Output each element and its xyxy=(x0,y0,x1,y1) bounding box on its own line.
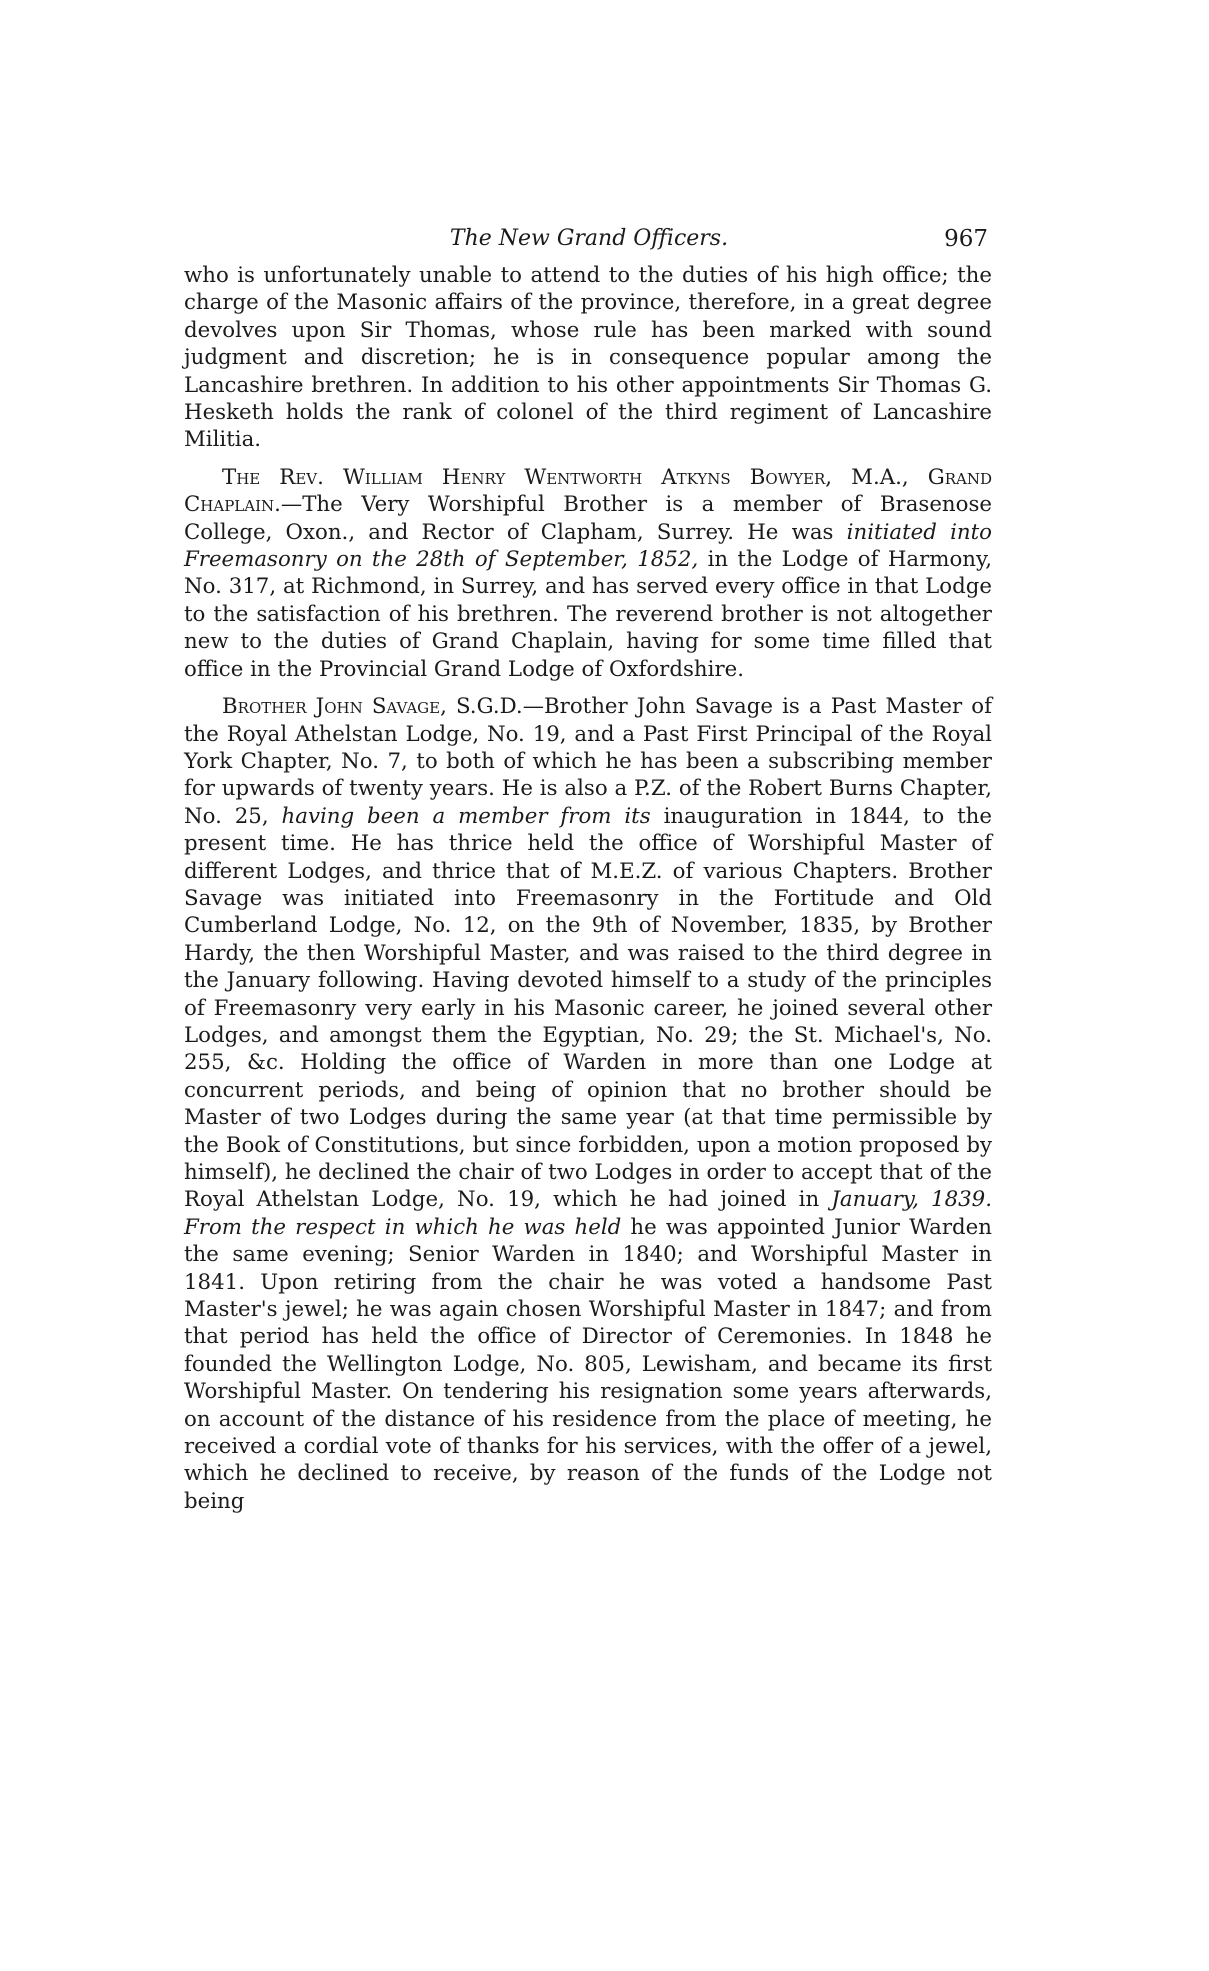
paragraph-savage xyxy=(184,693,992,1515)
paragraph-text: in the Lodge of Harmony, No. 317, at Richmond, in Surrey, and has served every office in that Lodge to the satisfaction of his brethren. The reverend brother is not altogether new to the duties of Grand Chaplain, having for some time filled that office in the Provincial Grand Lodge of Oxfordshire. xyxy=(184,547,992,682)
italic-text: initiated into Freemasonry on the 28th of September, 1852, xyxy=(184,519,992,573)
entry-heading: Brother John Savage, S.G.D. xyxy=(222,694,523,720)
italic-text: January, 1839. From the respect in which he was held xyxy=(184,1187,992,1240)
paragraph-text: —Brother John Savage is a Past Master of the Royal Athelstan Lodge, No. 19, and a Past First Principal of the Royal York Chapter, No. 7, to both of which he has been a subscribing member for upwards of twenty years. He is also a P.Z. of the Robert Burns Chapter, No. 25, xyxy=(184,694,992,829)
entry-heading: The Rev. William Henry Wentworth Atkyns Bowyer, M.A., Grand Chaplain. xyxy=(184,464,992,518)
body-text xyxy=(184,262,992,1515)
paragraph-text: inauguration in 1844, to the present time. He has thrice held the office of Worshipful Master of different Lodges, and thrice that of M.E.Z. of various Chapters. Brother Savage was initiated into Freemasonry in the Fortitude and Old Cumberland Lodge, No. 12, on the 9th of November, 1835, by Brother Hardy, the then Worshipful Master, and was raised to the third degree in the January following. Having devoted himself to a study of the principles of Freemasonry very early in his Masonic career, he joined several other Lodges, and amongst them the Egyptian, No. 29; the St. Michael's, No. 255, &c. Holding the office of Warden in more than one Lodge at concurrent periods, and being of opinion that no brother should be Master of two Lodges during the same year (at that time permissible by the Book of Constitutions, but since forbidden, upon a motion proposed by himself), he declined the chair of two Lodges in order to accept that of the Royal Athelstan Lodge, No. 19, which he had joined in xyxy=(184,803,992,1213)
paragraph-text: who is unfortunately unable to attend to the duties of his high office; the charge of the Masonic affairs of the province, therefore, in a great degree devolves upon Sir Thomas, whose rule has been marked with sound judgment and discretion; he is in consequence popular among the Lancashire brethren. In addition to his other appointments Sir Thomas G. Hesketh holds the rank of colonel of the third regiment of Lancashire Militia. xyxy=(184,263,992,453)
running-title: The New Grand Officers. xyxy=(449,226,729,251)
paragraph-hesketh xyxy=(184,262,992,454)
paragraph-text: he was appointed Junior Warden the same evening; Senior Warden in 1840; and Worshipful Master in 1841. Upon retiring from the chair he was voted a handsome Past Master's jewel; he was again chosen Worshipful Master in 1847; and from that period has held the office of Director of Ceremonies. In 1848 he founded the Wellington Lodge, No. 805, Lewisham, and became its first Worshipful Master. On tendering his resignation some years afterwards, on account of the distance of his residence from the place of meeting, he received a cordial vote of thanks for his services, with the offer of a jewel, which he declined to receive, by reason of the funds of the Lodge not being xyxy=(184,1214,992,1514)
page-header xyxy=(190,222,988,258)
page-number: 967 xyxy=(944,226,988,252)
italic-text: having been a member from its xyxy=(281,803,651,829)
paragraph-bowyer xyxy=(184,464,992,683)
paragraph-text: —The Very Worshipful Brother is a member of Brasenose College, Oxon., and Rector of Clapham, Surrey. He was xyxy=(184,492,992,545)
